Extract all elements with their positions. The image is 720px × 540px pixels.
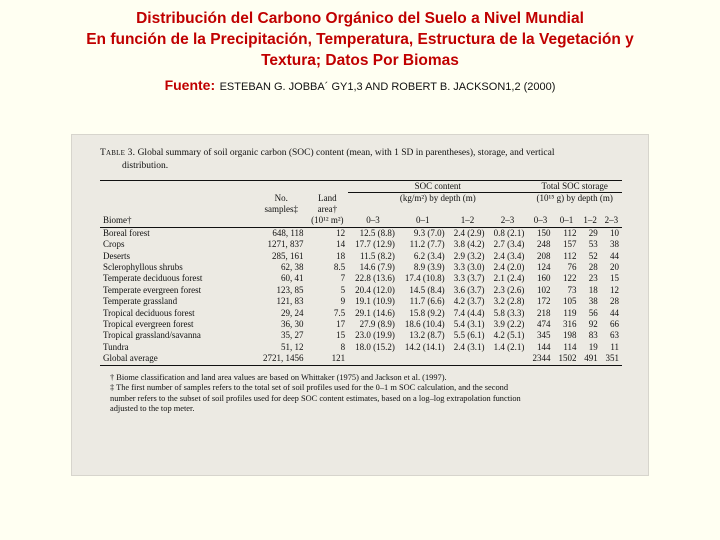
cell-area: 17 — [336, 319, 346, 330]
cell-storage-0-1: 112 — [563, 227, 577, 238]
cell-storage-0-3: 172 — [536, 296, 551, 307]
title-line-3: Textura; Datos Por Biomas — [261, 52, 459, 69]
cell-content-1-2: 2.4 (3.1) — [453, 341, 485, 352]
header-row-groups — [100, 181, 622, 193]
cell-storage-1-2: 56 — [588, 307, 598, 318]
cell-storage-1-2: 491 — [580, 353, 601, 365]
cell-content-2-3 — [488, 353, 528, 365]
table-figure — [72, 135, 648, 475]
cell-storage-2-3: 12 — [610, 284, 619, 295]
cell-content-0-1: 14.2 (14.1) — [404, 341, 445, 352]
cell-content-1-2: 4.2 (3.7) — [453, 296, 485, 307]
cell-content-2-3: 2.1 (2.4) — [493, 273, 525, 284]
cell-content-0-1: 15.8 (9.2) — [409, 307, 445, 318]
cell-area: 15 — [336, 330, 346, 341]
cell-storage-1-2: 18 — [588, 284, 598, 295]
cell-storage-2-3: 10 — [610, 227, 619, 238]
cell-storage-1-2: 53 — [588, 239, 598, 250]
header-storage-0-3: 0–3 — [527, 215, 553, 227]
cell-content-0-3: 23.0 (19.9) — [355, 330, 395, 341]
cell-samples: 285, 161 — [272, 250, 304, 261]
spacer-s03 — [527, 204, 553, 215]
spacer-s12 — [580, 204, 601, 215]
cell-storage-0-3: 150 — [536, 227, 551, 238]
cell-storage-0-3: 345 — [536, 330, 551, 341]
cell-storage-2-3: 66 — [610, 319, 619, 330]
table-caption-text-2: distribution. — [122, 160, 169, 171]
cell-area: 7 — [340, 273, 346, 284]
cell-area: 18 — [336, 250, 346, 261]
cell-storage-1-2: 92 — [588, 319, 598, 330]
cell-content-0-3: 11.5 (8.2) — [359, 250, 395, 261]
table-row — [100, 319, 622, 330]
table-row-global-average — [100, 353, 622, 365]
cell-samples: 2721, 1456 — [256, 353, 307, 365]
table-footnotes — [100, 373, 622, 415]
spacer-s01 — [553, 204, 579, 215]
group-header-total-storage: Total SOC storage — [527, 181, 622, 193]
table-caption — [100, 147, 622, 172]
spacer-c01 — [398, 204, 448, 215]
cell-content-0-1: 6.2 (3.4) — [413, 250, 445, 261]
cell-storage-0-3: 208 — [536, 250, 551, 261]
cell-storage-0-1: 73 — [567, 284, 577, 295]
soc-table-head — [100, 181, 622, 228]
cell-storage-0-1: 1502 — [553, 353, 579, 365]
cell-biome: Tropical evergreen forest — [103, 319, 194, 330]
cell-biome: Global average — [100, 353, 256, 365]
footnote-double-dagger-line2: number refers to the subset of soil profiles used for deep SOC content estimates, based on a log–log extrapolation function — [110, 393, 521, 403]
table-row — [100, 330, 622, 341]
cell-content-0-3: 12.5 (8.8) — [359, 227, 395, 238]
cell-storage-0-1: 198 — [563, 330, 577, 341]
cell-content-0-3: 14.6 (7.9) — [359, 262, 395, 273]
header-row-subunits — [100, 204, 622, 215]
group-header-soc-content: SOC content — [348, 181, 527, 193]
cell-samples: 36, 30 — [281, 319, 304, 330]
header-content-1-2: 1–2 — [448, 215, 488, 227]
cell-storage-0-3: 474 — [536, 319, 551, 330]
cell-content-0-1: 18.6 (10.4) — [404, 319, 445, 330]
cell-storage-0-1: 157 — [563, 239, 577, 250]
cell-storage-0-1: 76 — [567, 262, 577, 273]
title-line-2: En función de la Precipitación, Temperatura, Estructura de la Vegetación y — [86, 31, 634, 48]
cell-content-2-3: 2.4 (3.4) — [493, 250, 525, 261]
header-storage-1-2: 1–2 — [580, 215, 601, 227]
table-figure-inner — [100, 147, 622, 465]
header-storage-2-3: 2–3 — [601, 215, 622, 227]
spacer-s23 — [601, 204, 622, 215]
cell-samples: 62, 38 — [281, 262, 304, 273]
cell-biome: Tropical grassland/savanna — [103, 330, 201, 341]
header-biome: Biome† — [100, 215, 256, 227]
cell-content-1-2: 5.4 (3.1) — [453, 319, 485, 330]
header-area-line1: Land — [318, 192, 337, 203]
cell-content-1-2: 2.9 (3.2) — [453, 250, 485, 261]
cell-content-0-1 — [398, 353, 448, 365]
cell-samples: 121, 83 — [276, 296, 304, 307]
cell-content-0-3 — [348, 353, 398, 365]
cell-content-0-1: 8.9 (3.9) — [413, 262, 445, 273]
cell-biome: Temperate deciduous forest — [103, 273, 203, 284]
cell-area: 5 — [340, 284, 346, 295]
table-row — [100, 227, 622, 239]
cell-samples: 60, 41 — [281, 273, 304, 284]
cell-content-0-3: 19.1 (10.9) — [355, 296, 395, 307]
spacer-c12 — [448, 204, 488, 215]
cell-content-1-2: 3.3 (3.0) — [453, 262, 485, 273]
cell-content-0-3: 29.1 (14.6) — [355, 307, 395, 318]
cell-storage-1-2: 29 — [588, 227, 598, 238]
source-line — [0, 77, 720, 95]
cell-content-1-2: 3.3 (3.7) — [453, 273, 485, 284]
cell-area: 14 — [336, 239, 346, 250]
header-samples-line2: samples‡ — [264, 204, 298, 214]
cell-storage-0-3: 102 — [536, 284, 551, 295]
cell-content-0-3: 18.0 (15.2) — [355, 341, 395, 352]
cell-samples: 29, 24 — [281, 307, 304, 318]
cell-content-1-2: 5.5 (6.1) — [453, 330, 485, 341]
cell-content-0-1: 14.5 (8.4) — [409, 284, 445, 295]
header-content-2-3: 2–3 — [488, 215, 528, 227]
table-row — [100, 251, 622, 262]
spacer-biome-2 — [100, 193, 256, 205]
cell-content-2-3: 2.3 (2.6) — [493, 284, 525, 295]
source-text: ESTEBAN G. JOBBA´ GY1,3 AND ROBERT B. JACKSON1,2 (2000) — [219, 81, 556, 93]
spacer-area — [307, 181, 349, 193]
cell-content-1-2: 7.4 (4.4) — [453, 307, 485, 318]
spacer-biome — [100, 181, 256, 193]
cell-biome: Sclerophyllous shrubs — [103, 262, 183, 273]
cell-storage-1-2: 38 — [588, 296, 598, 307]
cell-storage-0-3: 144 — [536, 341, 551, 352]
table-row — [100, 342, 622, 353]
cell-storage-0-3: 124 — [536, 262, 551, 273]
cell-storage-0-1: 119 — [563, 307, 577, 318]
cell-biome: Tropical deciduous forest — [103, 307, 195, 318]
header-row-group-units — [100, 193, 622, 205]
cell-storage-1-2: 52 — [588, 250, 598, 261]
cell-area: 9 — [340, 296, 346, 307]
cell-biome: Boreal forest — [103, 227, 150, 238]
header-area-line3: (10¹² m²) — [307, 215, 349, 227]
cell-storage-0-3: 218 — [536, 307, 551, 318]
spacer-samples-3 — [256, 215, 307, 227]
cell-content-0-3: 20.4 (12.0) — [355, 284, 395, 295]
cell-content-0-1: 9.3 (7.0) — [413, 227, 445, 238]
cell-content-0-1: 17.4 (10.8) — [404, 273, 445, 284]
soc-table-body — [100, 227, 622, 365]
cell-samples: 123, 85 — [276, 284, 304, 295]
cell-area: 12 — [336, 227, 346, 238]
cell-samples: 1271, 837 — [267, 239, 304, 250]
group-units-soc-content: (kg/m²) by depth (m) — [399, 193, 476, 203]
spacer-c03 — [348, 204, 398, 215]
cell-storage-0-1: 112 — [563, 250, 577, 261]
header-area-line2: area† — [317, 204, 338, 214]
table-caption-label: Table 3. — [100, 148, 136, 158]
cell-content-2-3: 1.4 (2.1) — [493, 341, 525, 352]
spacer-c23 — [488, 204, 528, 215]
cell-storage-2-3: 44 — [610, 250, 619, 261]
cell-content-0-3: 27.9 (8.9) — [359, 319, 395, 330]
header-content-0-3: 0–3 — [348, 215, 398, 227]
cell-content-2-3: 2.4 (2.0) — [493, 262, 525, 273]
cell-biome: Temperate evergreen forest — [103, 284, 202, 295]
cell-storage-1-2: 23 — [588, 273, 598, 284]
cell-storage-0-3: 160 — [536, 273, 551, 284]
cell-storage-2-3: 11 — [610, 341, 619, 352]
cell-storage-2-3: 44 — [610, 307, 619, 318]
table-row — [100, 239, 622, 250]
spacer-biome-3 — [100, 204, 256, 215]
cell-content-1-2: 2.4 (2.9) — [453, 227, 485, 238]
cell-content-2-3: 3.9 (2.2) — [493, 319, 525, 330]
footnote-double-dagger-line3: adjusted to the top meter. — [110, 404, 195, 414]
header-content-0-1: 0–1 — [398, 215, 448, 227]
cell-storage-2-3: 63 — [610, 330, 619, 341]
cell-area: 7.5 — [333, 307, 346, 318]
header-samples-line1: No. — [274, 192, 288, 203]
cell-content-0-1: 11.7 (6.6) — [409, 296, 445, 307]
spacer-samples — [256, 181, 307, 193]
cell-biome: Temperate grassland — [103, 296, 178, 307]
cell-storage-0-1: 105 — [563, 296, 577, 307]
cell-storage-0-1: 316 — [563, 319, 577, 330]
cell-storage-0-3: 248 — [536, 239, 551, 250]
cell-content-1-2 — [448, 353, 488, 365]
cell-samples: 51, 12 — [281, 341, 304, 352]
cell-content-0-1: 13.2 (8.7) — [409, 330, 445, 341]
cell-content-2-3: 4.2 (5.1) — [493, 330, 525, 341]
source-label: Fuente: — [164, 77, 216, 93]
footnote-dagger: † Biome classification and land area values are based on Whittaker (1975) and Jackson et al. (1997). — [110, 372, 447, 382]
cell-biome: Crops — [103, 239, 125, 250]
cell-area: 121 — [307, 353, 349, 365]
table-row — [100, 273, 622, 284]
header-row-depths — [100, 215, 622, 227]
cell-storage-0-1: 114 — [563, 341, 577, 352]
cell-content-2-3: 3.2 (2.8) — [493, 296, 525, 307]
table-caption-text: Global summary of soil organic carbon (SOC) content (mean, with 1 SD in parentheses), storage, and vertical — [137, 148, 555, 158]
cell-storage-0-3: 2344 — [527, 353, 553, 365]
cell-content-0-3: 22.8 (13.6) — [355, 273, 395, 284]
cell-storage-2-3: 351 — [601, 353, 622, 365]
title-line-1: Distribución del Carbono Orgánico del Suelo a Nivel Mundial — [136, 10, 584, 27]
cell-storage-0-1: 122 — [563, 273, 577, 284]
table-row — [100, 296, 622, 307]
footnote-double-dagger: ‡ The first number of samples refers to the total set of soil profiles used for the 0–1 m SOC calculation, and the second — [110, 383, 509, 393]
cell-storage-2-3: 38 — [610, 239, 619, 250]
cell-content-1-2: 3.8 (4.2) — [453, 239, 485, 250]
cell-content-2-3: 2.7 (3.4) — [493, 239, 525, 250]
cell-storage-2-3: 20 — [610, 262, 619, 273]
cell-content-1-2: 3.6 (3.7) — [453, 284, 485, 295]
cell-area: 8 — [340, 341, 346, 352]
title-block — [0, 0, 720, 95]
group-units-total-storage: (10¹⁵ g) by depth (m) — [536, 193, 613, 203]
table-row — [100, 308, 622, 319]
cell-biome: Deserts — [103, 250, 130, 261]
cell-content-2-3: 5.8 (3.3) — [493, 307, 525, 318]
cell-samples: 648, 118 — [272, 227, 304, 238]
cell-storage-1-2: 83 — [588, 330, 598, 341]
soc-table — [100, 180, 622, 366]
cell-storage-1-2: 19 — [588, 341, 598, 352]
cell-content-0-1: 11.2 (7.7) — [409, 239, 445, 250]
cell-biome: Tundra — [103, 341, 129, 352]
table-row — [100, 262, 622, 273]
table-row — [100, 285, 622, 296]
cell-area: 8.5 — [333, 262, 346, 273]
header-storage-0-1: 0–1 — [553, 215, 579, 227]
cell-samples: 35, 27 — [281, 330, 304, 341]
cell-content-2-3: 0.8 (2.1) — [493, 227, 525, 238]
cell-storage-1-2: 28 — [588, 262, 598, 273]
cell-content-0-3: 17.7 (12.9) — [355, 239, 395, 250]
cell-storage-2-3: 15 — [610, 273, 619, 284]
cell-storage-2-3: 28 — [610, 296, 619, 307]
